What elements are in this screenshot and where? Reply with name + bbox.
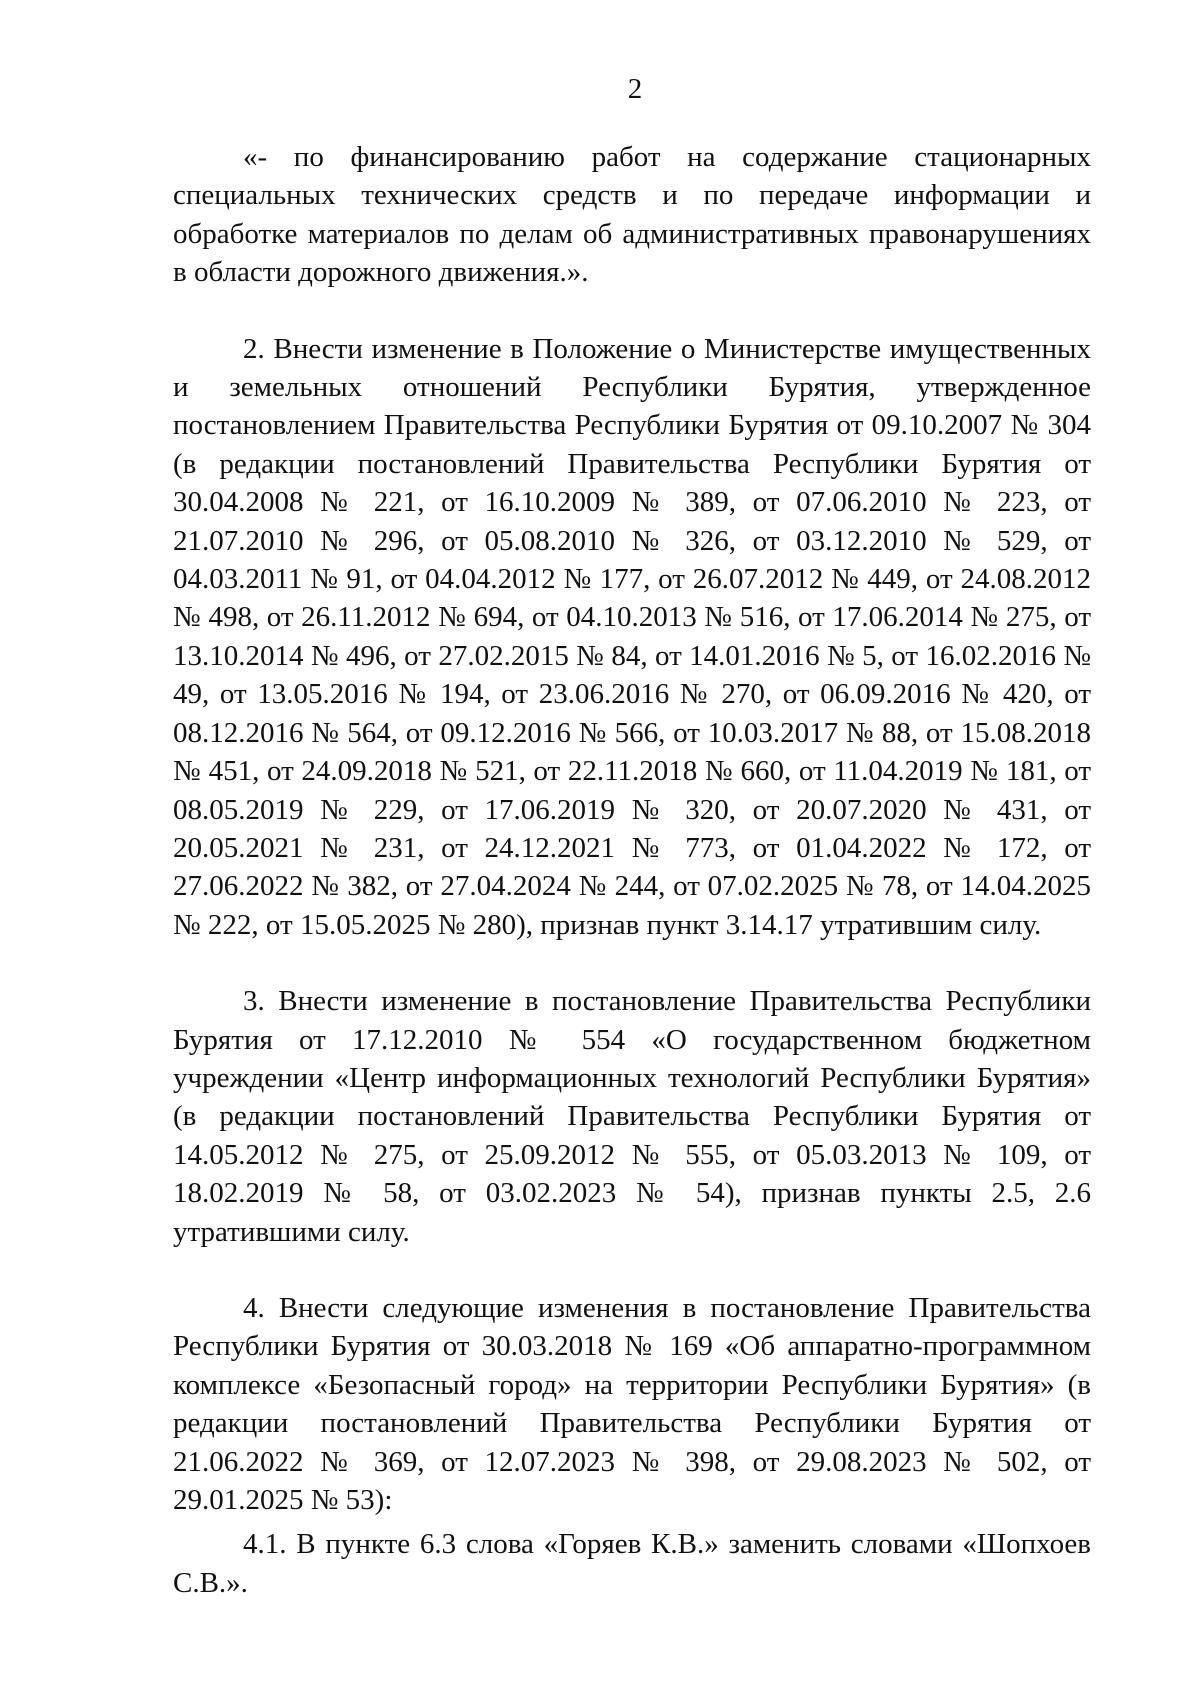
page-number: 2 bbox=[627, 73, 643, 105]
document-body bbox=[173, 138, 1091, 1602]
paragraph-item-4-1: 4.1. В пункте 6.3 слова «Горяев К.В.» заменить словами «Шопхоев С.В.». bbox=[173, 1528, 1091, 1599]
paragraph-closing-quote: «- по финансированию работ на содержание стационарных специальных технических средств и по передаче информации и обработке материалов по делам об административных правонарушениях в области дорожного движения.». bbox=[173, 141, 1091, 289]
paragraph-item-4: 4. Внести следующие изменения в постановление Правительства Республики Бурятия от 30.03.2018 № 169 «Об аппаратно-программном комплексе «Безопасный город» на территории Республики Бурятия» (в редакции постановлений Правительства Республики Бурятия от 21.06.2022 № 369, от 12.07.2023 № 398, от 29.08.2023 № 502, от 29.01.2025 № 53): bbox=[173, 1291, 1091, 1516]
paragraph-item-2: 2. Внести изменение в Положение о Министерстве имущественных и земельных отношений Республики Бурятия, утвержденное постановлением Правительства Республики Бурятия от 09.10.2007 № 304 (в редакции постановлений Правительства Республики Бурятия от 30.04.2008 № 221, от 16.10.2009 № 389, от 07.06.2010 № 223, от 21.07.2010 № 296, от 05.08.2010 № 326, от 03.12.2010 № 529, от 04.03.2011 № 91, от 04.04.2012 № 177, от 26.07.2012 № 449, от 24.08.2012 № 498, от 26.11.2012 № 694, от 04.10.2013 № 516, от 17.06.2014 № 275, от 13.10.2014 № 496, от 27.02.2015 № 84, от 14.01.2016 № 5, от 16.02.2016 № 49, от 13.05.2016 № 194, от 23.06.2016 № 270, от 06.09.2016 № 420, от 08.12.2016 № 564, от 09.12.2016 № 566, от 10.03.2017 № 88, от 15.08.2018 № 451, от 24.09.2018 № 521, от 22.11.2018 № 660, от 11.04.2019 № 181, от 08.05.2019 № 229, от 17.06.2019 № 320, от 20.07.2020 № 431, от 20.05.2021 № 231, от 24.12.2021 № 773, от 01.04.2022 № 172, от 27.06.2022 № 382, от 27.04.2024 № 244, от 07.02.2025 № 78, от 14.04.2025 № 222, от 15.05.2025 № 280), признав пункт 3.14.17 утратившим силу. bbox=[173, 332, 1091, 941]
paragraph-item-3: 3. Внести изменение в постановление Правительства Республики Бурятия от 17.12.2010 № 554 «О государственном бюджетном учреждении «Центр информационных технологий Республики Бурятия» (в редакции постановлений Правительства Республики Бурятия от 14.05.2012 № 275, от 25.09.2012 № 555, от 05.03.2013 № 109, от 18.02.2019 № 58, от 03.02.2023 № 54), признав пункты 2.5, 2.6 утратившими силу. bbox=[173, 985, 1091, 1248]
